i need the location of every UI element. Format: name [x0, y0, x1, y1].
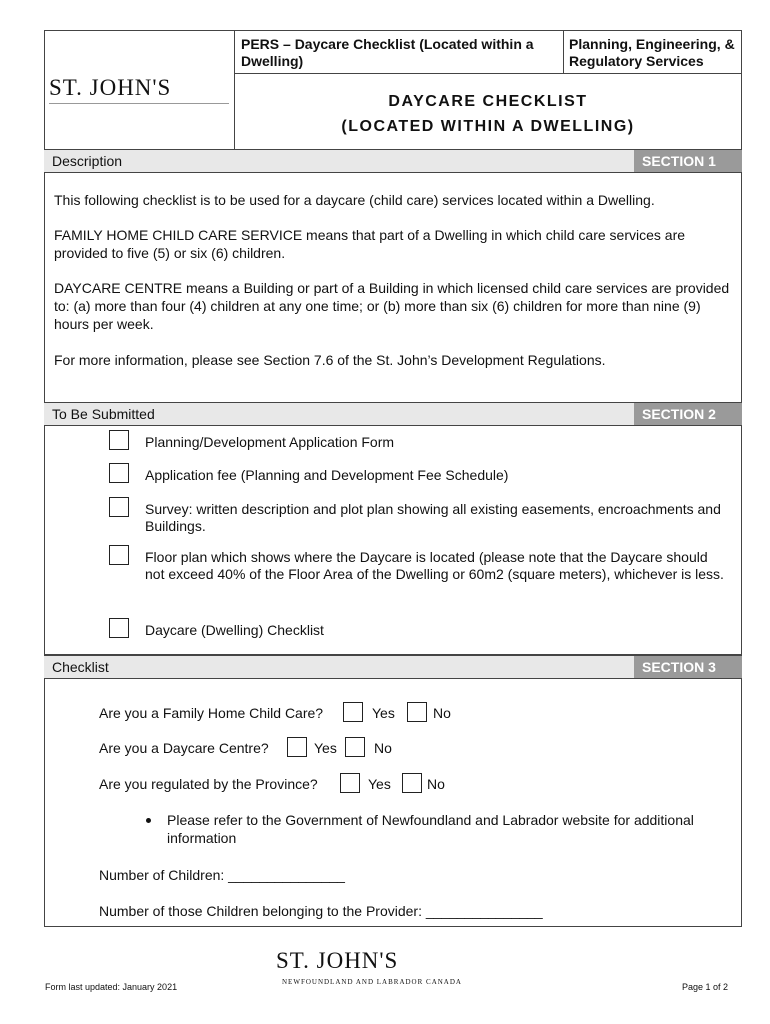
item-application-fee: Application fee (Planning and Development Fee Schedule)	[145, 467, 509, 483]
checkbox-application-fee[interactable]	[109, 463, 129, 483]
q1-no-checkbox[interactable]	[407, 702, 427, 722]
form-code: PERS – Daycare Checklist (Located within a Dwelling)	[241, 36, 534, 69]
section3-header	[44, 655, 742, 679]
checkbox-survey[interactable]	[109, 497, 129, 517]
checkbox-dwelling-checklist[interactable]	[109, 618, 129, 638]
section3-tag: SECTION 3	[634, 656, 742, 678]
q2-no-label: No	[374, 740, 392, 756]
city-logo: ST. JOHN'S	[49, 75, 172, 100]
q3-no-label: No	[427, 776, 445, 792]
department-name: Planning, Engineering, & Regulatory Services	[569, 36, 735, 69]
q1-yes-label: Yes	[372, 705, 395, 721]
bullet-dot	[146, 818, 151, 823]
question-daycare-centre: Are you a Daycare Centre?	[99, 740, 269, 756]
section3-body	[44, 678, 742, 927]
checkbox-application-form[interactable]	[109, 430, 129, 450]
page-number: Page 1 of 2	[682, 982, 729, 992]
family-home-definition: FAMILY HOME CHILD CARE SERVICE means that part of a Dwelling in which child care services are provided to five (5) or six (6) children.	[54, 227, 686, 261]
question-family-home: Are you a Family Home Child Care?	[99, 705, 324, 721]
form-updated-date: Form last updated: January 2021	[45, 982, 178, 992]
item-application-form: Planning/Development Application Form	[145, 434, 395, 450]
title-line-1: DAYCARE CHECKLIST	[388, 93, 588, 110]
section1-header	[44, 149, 742, 173]
q3-yes-checkbox[interactable]	[340, 773, 360, 793]
logo-cell	[45, 31, 235, 149]
section2-body	[44, 425, 742, 655]
province-referral-note: Please refer to the Government of Newfoundland and Labrador website for additional information	[167, 812, 694, 846]
q2-yes-checkbox[interactable]	[287, 737, 307, 757]
section2-header	[44, 402, 742, 426]
item-survey: Survey: written description and plot plan showing all existing easements, encroachments and Buildings.	[145, 501, 721, 534]
logo-underline	[49, 103, 229, 104]
provider-children-field[interactable]: Number of those Children belonging to the Provider: _______________	[99, 903, 543, 919]
q2-no-checkbox[interactable]	[345, 737, 365, 757]
form-page	[44, 30, 742, 927]
daycare-centre-definition: DAYCARE CENTRE means a Building or part of a Building in which licensed child care services are provided to: (a) more than four (4) children at any one time; or (b) more than six (6) children for more than nine (9) hours per week.	[54, 280, 730, 332]
item-dwelling-checklist: Daycare (Dwelling) Checklist	[145, 622, 324, 638]
section2-label: To Be Submitted	[52, 406, 155, 422]
section1-body	[44, 172, 742, 404]
footer-logo: ST. JOHN'S	[276, 948, 399, 973]
number-of-children-field[interactable]: Number of Children: _______________	[99, 867, 345, 883]
question-regulated: Are you regulated by the Province?	[99, 776, 318, 792]
more-info: For more information, please see Section 7.6 of the St. John’s Development Regulations.	[54, 352, 606, 368]
checkbox-floor-plan[interactable]	[109, 545, 129, 565]
document-title	[235, 89, 741, 139]
q1-no-label: No	[433, 705, 451, 721]
section3-label: Checklist	[52, 659, 109, 675]
footer-tagline: NEWFOUNDLAND AND LABRADOR CANADA	[282, 978, 462, 986]
title-line-2: (LOCATED WITHIN A DWELLING)	[341, 118, 635, 135]
q2-yes-label: Yes	[314, 740, 337, 756]
q1-yes-checkbox[interactable]	[343, 702, 363, 722]
q3-yes-label: Yes	[368, 776, 391, 792]
q3-no-checkbox[interactable]	[402, 773, 422, 793]
section1-tag: SECTION 1	[634, 150, 742, 172]
item-floor-plan: Floor plan which shows where the Daycare is located (please note that the Daycare should not exceed 40% of the Floor Area of the Dwelling or 60m2 (square meters), whichever is less.	[145, 549, 724, 582]
description-intro: This following checklist is to be used for a daycare (child care) services located within a Dwelling.	[54, 192, 655, 208]
section1-label: Description	[52, 153, 123, 169]
header-table	[44, 30, 742, 150]
section2-tag: SECTION 2	[634, 403, 742, 425]
